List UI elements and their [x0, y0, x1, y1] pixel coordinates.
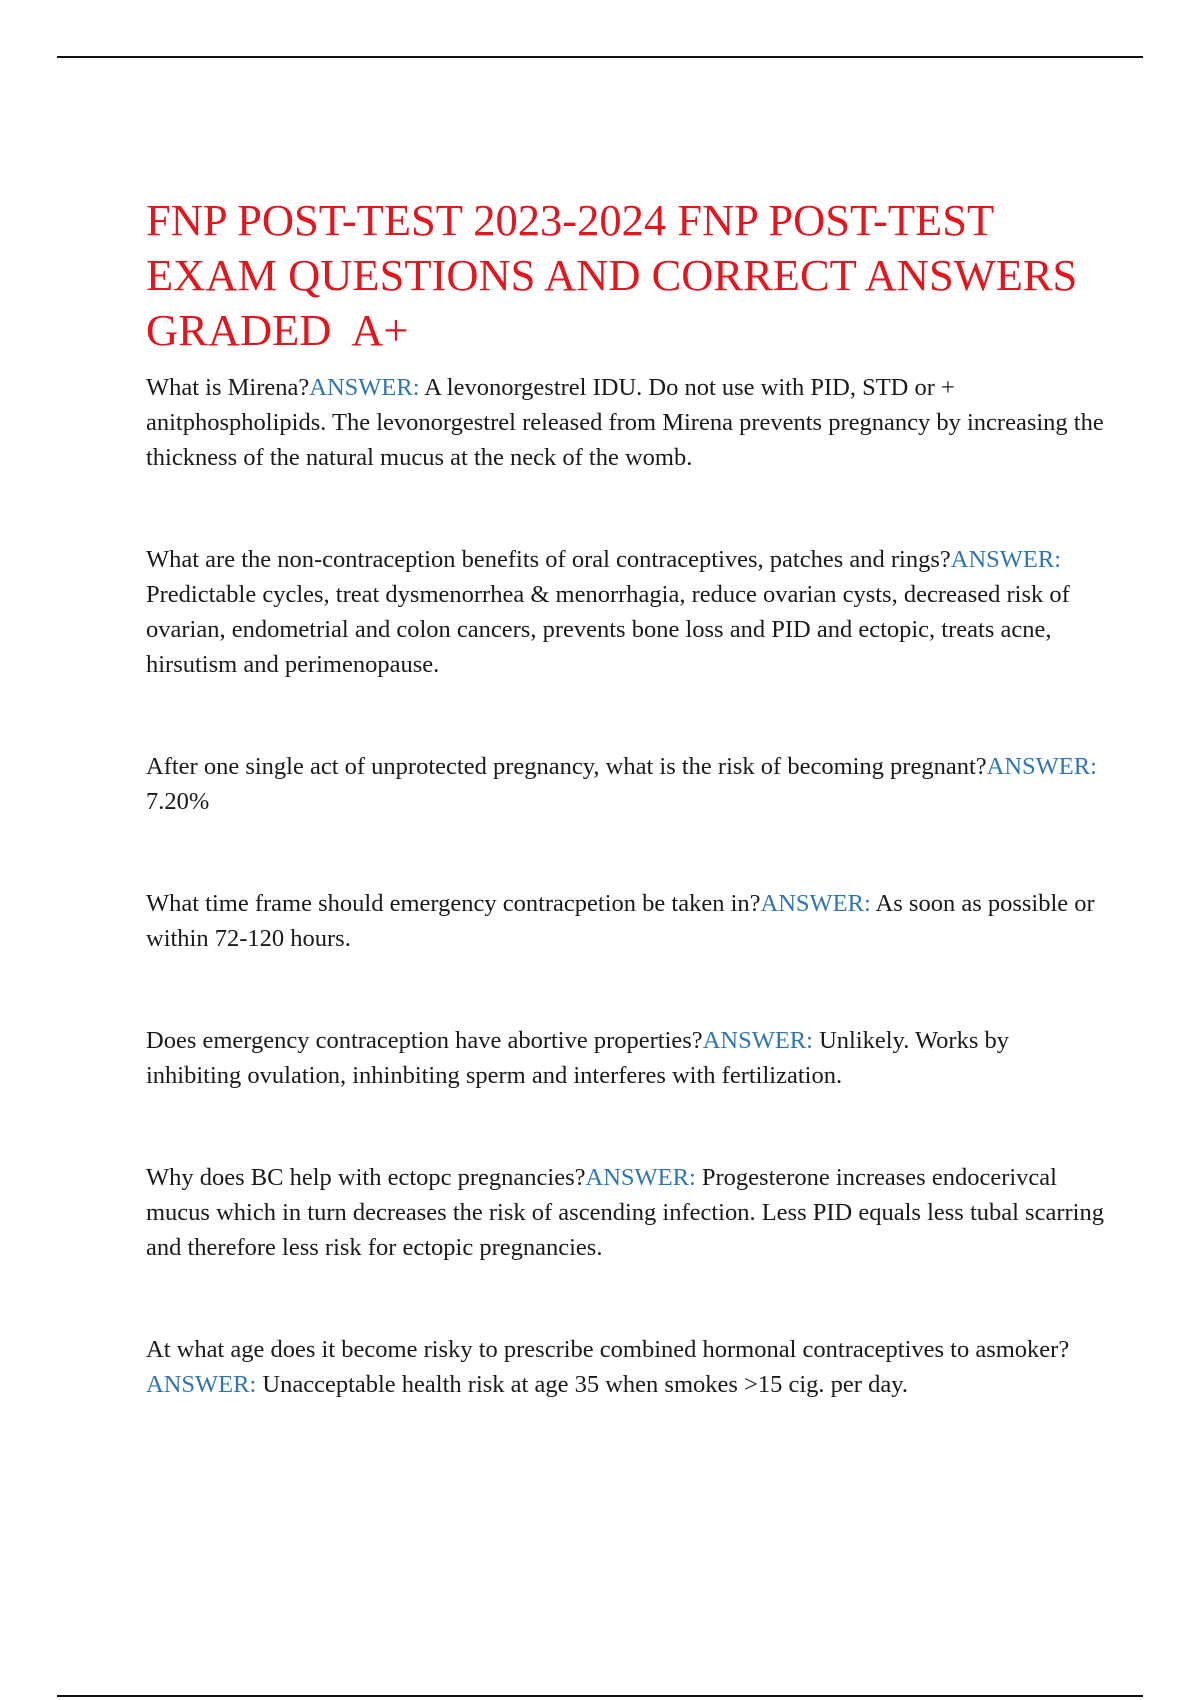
answer-text: Unacceptable health risk at age 35 when smokes >15 cig. per day.: [256, 1371, 908, 1398]
bottom-rule: [57, 1695, 1143, 1697]
top-rule: [57, 56, 1143, 58]
answer-text: Unlikely. Works by inhibiting ovulation, inhinbiting sperm and interferes with fertilization.: [146, 1027, 1009, 1089]
qa-item: [146, 886, 1106, 956]
question-text: After one single act of unprotected pregnancy, what is the risk of becoming pregnant?: [146, 753, 987, 780]
answer-label: ANSWER:: [585, 1164, 696, 1191]
question-text: Does emergency contraception have abortive properties?: [146, 1027, 703, 1054]
qa-item: [146, 370, 1106, 475]
qa-item: [146, 542, 1106, 682]
answer-text: A levonorgestrel IDU. Do not use with PID, STD or + anitphospholipids. The levonorgestrel released from Mirena prevents pregnancy by increasing the thickness of the natural mucus at the neck of the womb.: [146, 374, 1104, 471]
answer-label: ANSWER:: [950, 546, 1062, 573]
answer-text: 7.20%: [146, 788, 210, 815]
question-text: At what age does it become risky to prescribe combined hormonal contraceptives to asmoker?: [146, 1336, 1070, 1363]
qa-item: [146, 1332, 1106, 1402]
qa-item: [146, 1023, 1106, 1093]
document-body: [146, 193, 1106, 1402]
question-text: What are the non-contraception benefits of oral contraceptives, patches and rings?: [146, 546, 951, 573]
question-text: What is Mirena?: [146, 374, 310, 401]
answer-label: ANSWER:: [760, 890, 871, 917]
answer-label: ANSWER:: [986, 753, 1097, 780]
qa-item: [146, 1160, 1106, 1265]
answer-label: ANSWER:: [309, 374, 420, 401]
document-title: FNP POST-TEST 2023-2024 FNP POST-TEST EXAM QUESTIONS AND CORRECT ANSWERS GRADED A+: [146, 195, 1089, 355]
question-text: Why does BC help with ectopc pregnancies?: [146, 1164, 586, 1191]
answer-text: As soon as possible or within 72-120 hours.: [146, 890, 1095, 952]
answer-label: ANSWER:: [146, 1371, 257, 1398]
question-text: What time frame should emergency contracpetion be taken in?: [146, 890, 761, 917]
qa-item: [146, 749, 1106, 819]
answer-text: Predictable cycles, treat dysmenorrhea & menorrhagia, reduce ovarian cysts, decreased risk of ovarian, endometrial and colon cancers, prevents bone loss and PID and ectopic, treats acne, hirsutism and perimenopause.: [146, 581, 1070, 678]
answer-label: ANSWER:: [702, 1027, 813, 1054]
answer-text: Progesterone increases endocerivcal mucus which in turn decreases the risk of ascending infection. Less PID equals less tubal scarring and therefore less risk for ectopic pregnancies.: [146, 1164, 1104, 1261]
qa-list: [146, 370, 1106, 1402]
